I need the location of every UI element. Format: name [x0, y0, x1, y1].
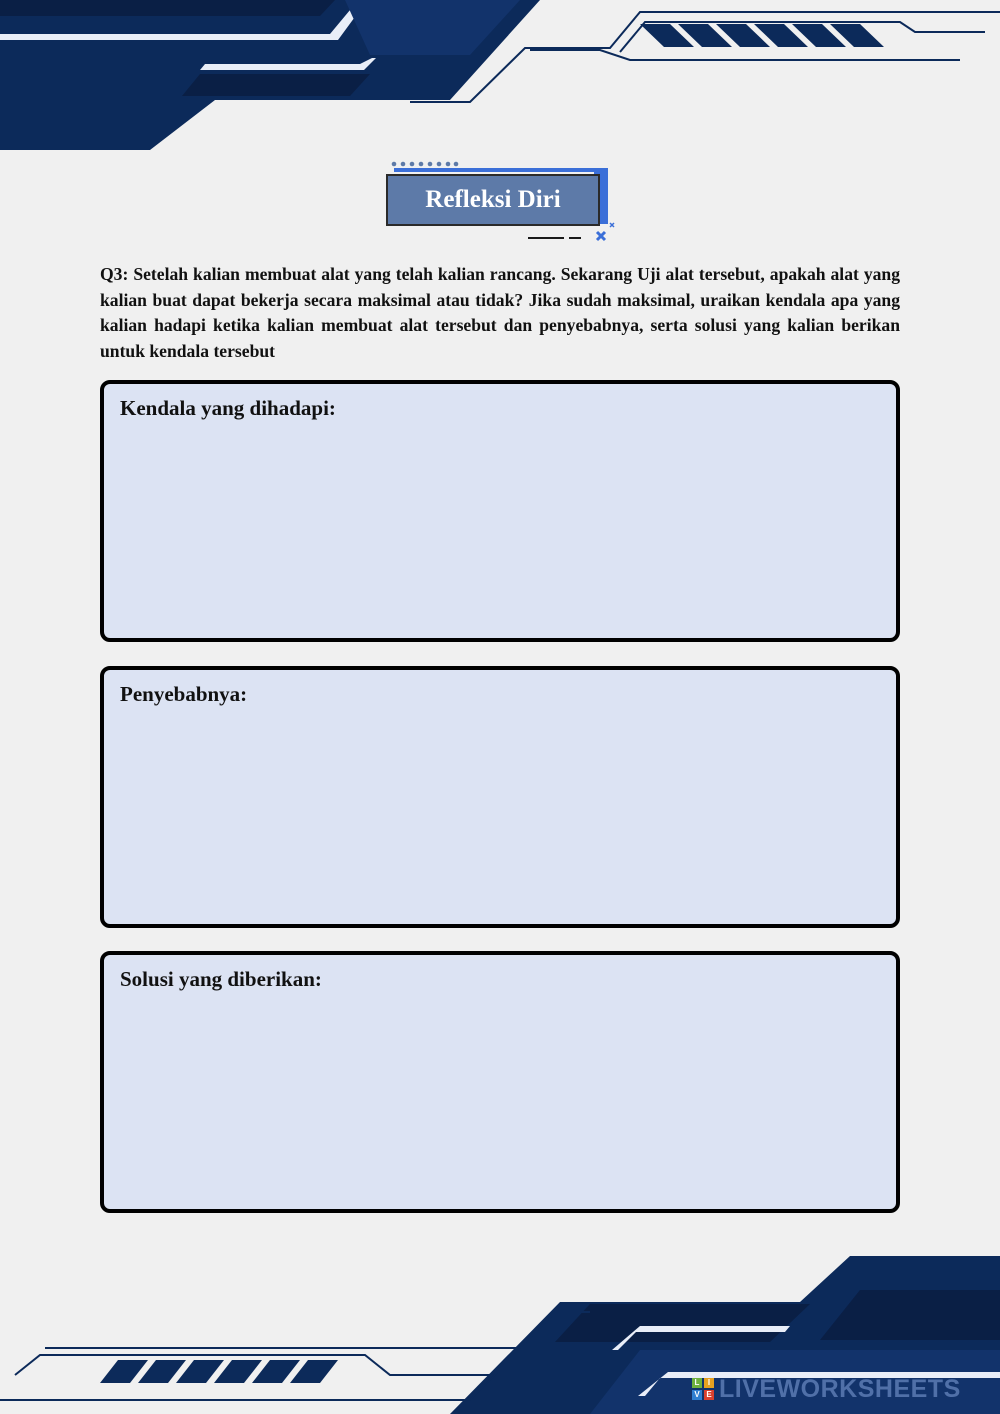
answer-label-solusi: Solusi yang diberikan:	[120, 967, 322, 991]
watermark-text: LIVEWORKSHEETS	[719, 1374, 961, 1403]
answer-label-penyebab: Penyebabnya:	[120, 682, 248, 706]
answer-box-solusi[interactable]	[100, 951, 900, 1213]
answer-label-kendala: Kendala yang dihadapi:	[120, 396, 336, 420]
header-decoration	[0, 0, 1000, 160]
title-badge	[386, 160, 618, 246]
answer-box-penyebab[interactable]	[100, 666, 900, 928]
answer-input-penyebab[interactable]	[118, 718, 882, 910]
question-text: Q3: Setelah kalian membuat alat yang telah kalian rancang. Sekarang Uji alat tersebut, apakah alat yang kalian buat dapat bekerja secara maksimal atau tidak? Jika sudah maksimal, uraikan kendala apa yang kalian hadapi ketika kalian membuat alat tersebut dan penyebabnya, serta solusi yang kalian berikan untuk kendala tersebut	[100, 264, 900, 361]
liveworksheets-watermark	[692, 1376, 961, 1402]
answer-input-solusi[interactable]	[118, 1003, 882, 1195]
answer-input-kendala[interactable]	[118, 432, 882, 624]
liveworksheets-logo-icon: L I V E	[692, 1378, 714, 1400]
page-title: Refleksi Diri	[386, 174, 600, 226]
answer-box-kendala[interactable]	[100, 380, 900, 642]
